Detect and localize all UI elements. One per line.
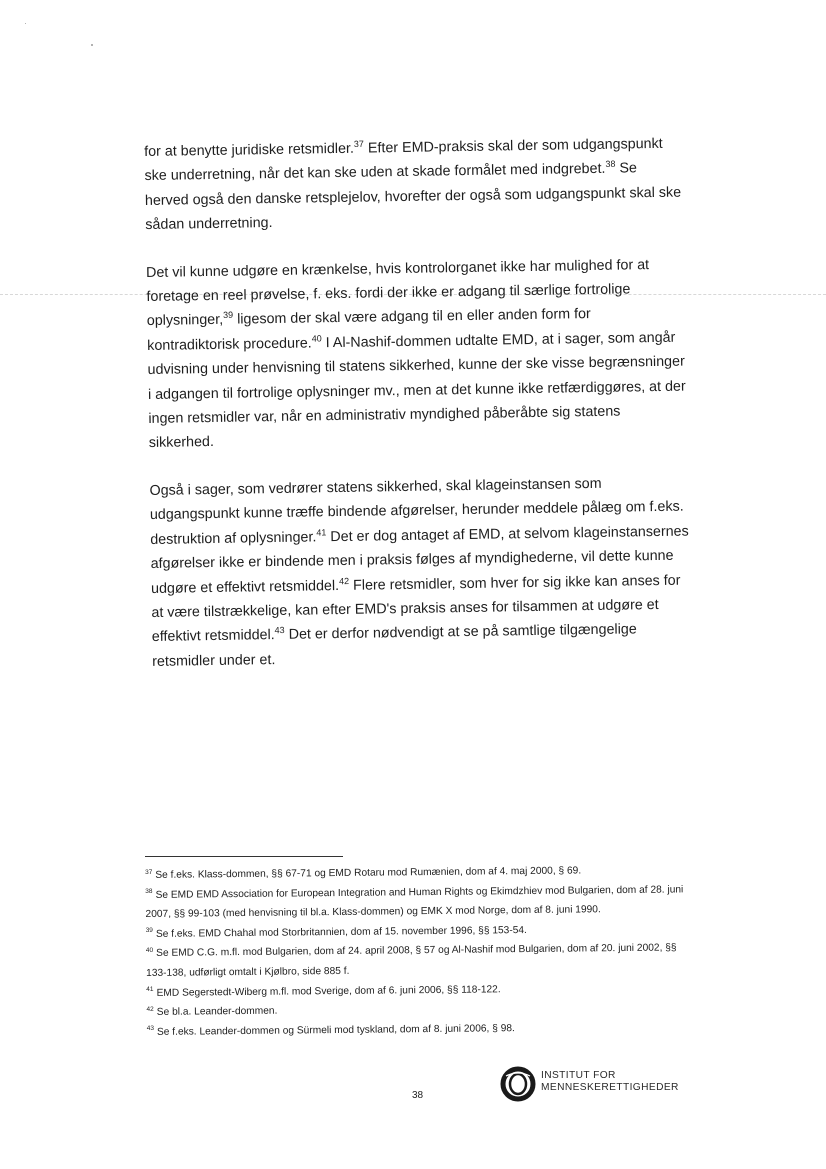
paragraph-text: Det er dog antaget af EMD, at selvom klageinstansernes afgørelser ikke er bindende men i praksis følges af myndighederne, vil dette kunne udgøre et effektivt retsmiddel. — [150, 523, 689, 597]
scan-speck — [91, 44, 93, 46]
footnote-text: Se bl.a. Leander-dommen. — [156, 1005, 278, 1019]
logo-line-2: MENNESKERETTIGHEDER — [541, 1082, 679, 1093]
footnote — [146, 939, 691, 984]
footnote-number: 43 — [146, 1025, 154, 1033]
paragraph-text: I Al-Nashif-dommen udtalte EMD, at i sager, som angår udvisning under henvisning til statens sikkerhed, kunne der ske visse begrænsninger i adgangen til fortrolige oplysninger mv., men at det kunne ikke retfærdiggøres, at der ingen retsmidler var, når en administrativ myndighed påberåbte sig statens sikkerhed. — [147, 329, 686, 452]
footnote-reference: 39 — [222, 310, 234, 321]
footnote-text: Se f.eks. EMD Chahal mod Storbritannien, dom af 15. november 1996, §§ 153-54. — [155, 924, 527, 940]
paragraph-text: ligesom der skal være adgang til en eller anden form for kontradiktorisk procedure. — [147, 306, 591, 354]
paragraph-text: Også i sager, som vedrører statens sikkerhed, skal klageinstansen som udgangspunkt kunne træffe bindende afgørelser, herunder meddele pålæg om f.eks. destruktion af oplysninger. — [149, 475, 684, 548]
footnote-number: 37 — [145, 868, 153, 876]
footnote-reference: 38 — [605, 159, 616, 170]
paragraph-text: Flere retsmidler, som hver for sig ikke kan anses for at være tilstrækkelige, kan efter EMD's praksis anses for tilsammen at udgøre et effektivt retsmiddel. — [151, 572, 681, 646]
footnote-number: 42 — [146, 1005, 154, 1013]
paragraph-text: Det er derfor nødvendigt at se på samtlige tilgængelige retsmidler under et. — [152, 621, 637, 670]
logo-line-1: INSTITUT FOR — [541, 1070, 616, 1081]
body-paragraph — [149, 470, 692, 674]
footnote-reference: 42 — [338, 575, 350, 586]
body-paragraph — [144, 132, 685, 238]
footnote-reference: 43 — [274, 625, 285, 636]
page-number: 38 — [412, 1090, 424, 1101]
footnote-reference: 40 — [311, 333, 322, 344]
paragraph-text: for at benytte juridiske retsmidler. — [144, 140, 355, 160]
institute-logo — [500, 1066, 700, 1106]
paragraph-text: Se herved også den danske retsplejelov, hvorefter der også som udgangspunkt skal ske sådan underretning. — [144, 160, 682, 234]
footnote-text: Se EMD EMD Association for European Integration and Human Rights og Ekimdzhiev mod Bulgarien, dom af 28. juni 2007, §§ 99-103 (med henvisning til bl.a. Klass-dommen) og EMK X mod Norge, dom af 8. juni 1990. — [145, 883, 684, 921]
footnote-reference: 37 — [353, 138, 364, 149]
footnote-text: EMD Segerstedt-Wiberg m.fl. mod Sverige, dom af 6. juni 2006, §§ 118-122. — [156, 983, 501, 999]
body-paragraph — [146, 252, 689, 456]
footnote-number: 40 — [145, 946, 154, 954]
footnote — [145, 880, 690, 925]
footnote-reference: 41 — [316, 527, 327, 538]
footnote-text: Se EMD C.G. m.fl. mod Bulgarien, dom af 24. april 2008, § 57 og Al-Nashif mod Bulgarien, dom af 20. juni 2002, §§ 133-138, udførligt omtalt i Kjølbro, side 885 f. — [146, 942, 677, 979]
paragraph-text: Det vil kunne udgøre en krænkelse, hvis kontrolorganet ikke har mulighed for at foretage en reel prøvelse, f. eks. fordi der ikke er adgang til særlige fortrolige oplysninger, — [145, 256, 650, 330]
footnote-number: 41 — [146, 986, 154, 994]
scan-speck — [25, 23, 26, 24]
footnote-number: 38 — [145, 888, 153, 896]
footnote-number: 39 — [145, 927, 153, 935]
footnote-text: Se f.eks. Klass-dommen, §§ 67-71 og EMD Rotaru mod Rumænien, dom af 4. maj 2000, § 69. — [155, 865, 582, 881]
footnote-separator — [145, 856, 343, 857]
institute-ring-logo-icon — [500, 1066, 536, 1102]
body-text — [144, 132, 693, 698]
footnote-text: Se f.eks. Leander-dommen og Sürmeli mod tyskland, dom af 8. juni 2006, § 98. — [156, 1022, 515, 1038]
paragraph-text: Efter EMD-praksis skal der som udgangspunkt ske underretning, når det kan ske uden at skade formålet med indgrebet. — [144, 135, 663, 185]
footnotes — [145, 860, 692, 1042]
